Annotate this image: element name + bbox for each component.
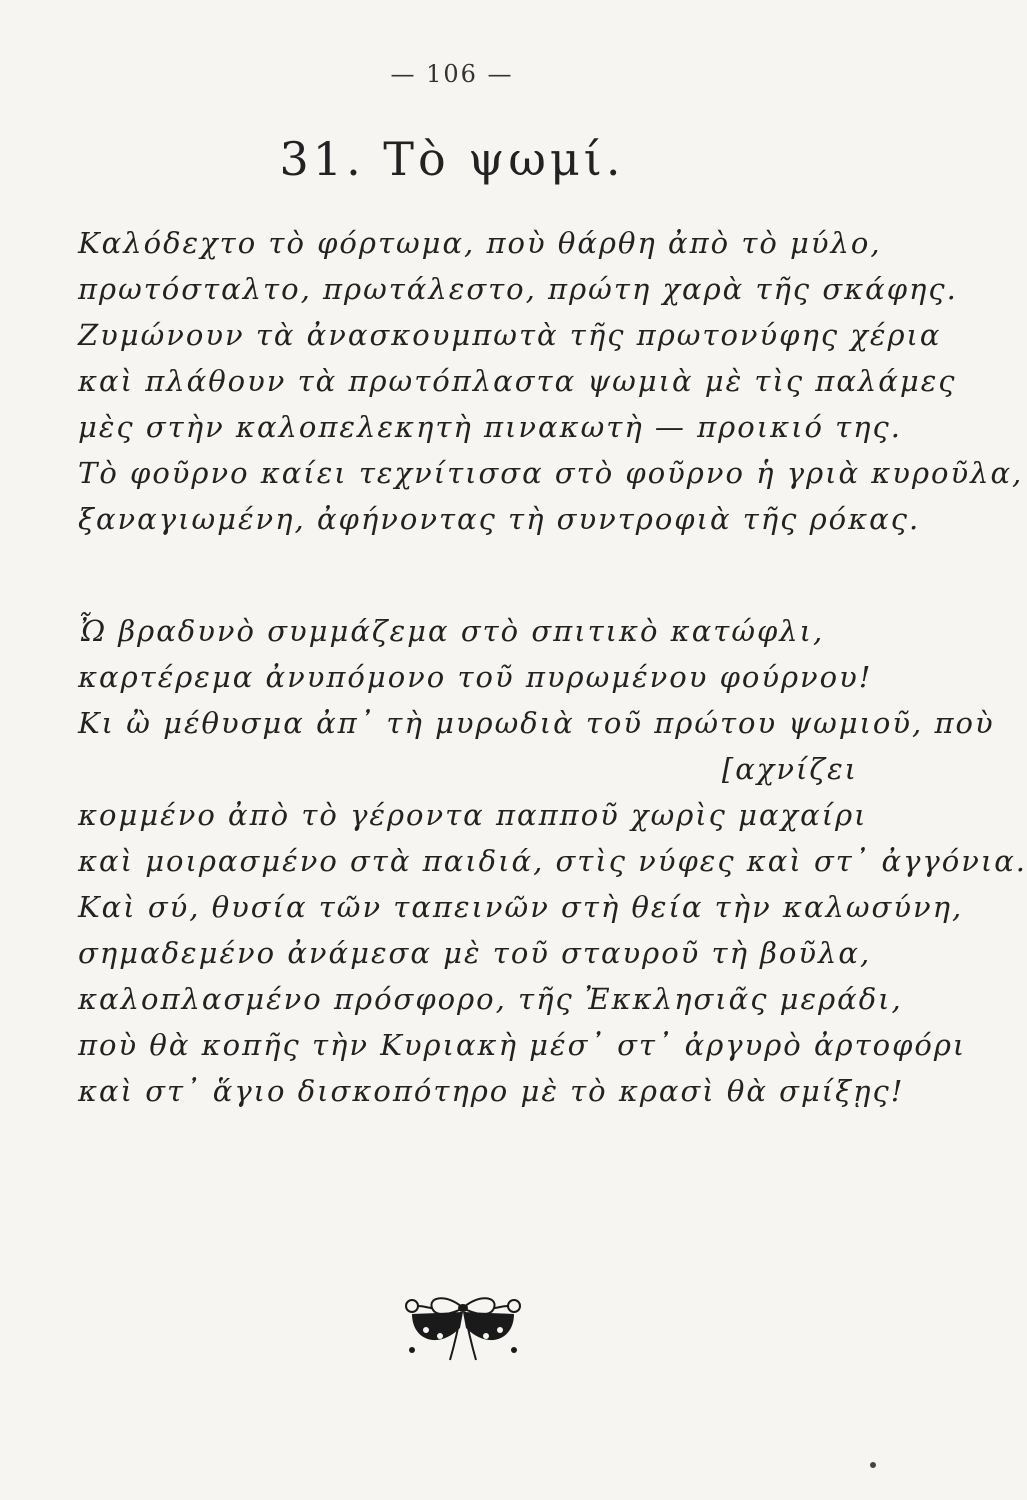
poem-line: ξαναγιωμένη, ἀφήνοντας τὴ συντροφιὰ τῆς ρόκας. bbox=[78, 502, 921, 536]
poem-line: Ζυμώνουν τὰ ἀνασκουμπωτὰ τῆς πρωτονύφης χέρια bbox=[78, 318, 942, 352]
poem-title: 31. Τὸ ψωμί. bbox=[279, 132, 625, 186]
poem-line: σημαδεμένο ἀνάμεσα μὲ τοῦ σταυροῦ τὴ βοῦλα, bbox=[78, 936, 872, 970]
poem-line: μὲς στὴν καλοπελεκητὴ πινακωτὴ — προικιό της. bbox=[78, 410, 903, 444]
poem-line: Κι ὢ μέθυσμα ἀπ᾽ τὴ μυρωδιὰ τοῦ πρώτου ψωμιοῦ, ποὺ bbox=[78, 706, 995, 740]
poem-line: ποὺ θὰ κοπῆς τὴν Κυριακὴ μέσ᾽ στ᾽ ἀργυρὸ ἀρτοφόρι bbox=[78, 1028, 967, 1062]
poem-line: καλοπλασμένο πρόσφορο, τῆς Ἐκκλησιᾶς μεράδι, bbox=[78, 982, 903, 1016]
poem-line: κομμένο ἀπὸ τὸ γέροντα παπποῦ χωρὶς μαχαίρι bbox=[78, 798, 868, 832]
poem-line: Τὸ φοῦρνο καίει τεχνίτισσα στὸ φοῦρνο ἡ γριὰ κυροῦλα, bbox=[78, 456, 1024, 490]
poem-line: καὶ πλάθουν τὰ πρωτόπλαστα ψωμιὰ μὲ τὶς παλάμες bbox=[78, 364, 957, 398]
poem-line: καὶ μοιρασμένο στὰ παιδιά, στὶς νύφες καὶ στ᾽ ἀγγόνια. bbox=[78, 844, 1027, 878]
page-number: — 106 — bbox=[390, 60, 514, 88]
poem-line: Ὦ βραδυνὸ συμμάζεμα στὸ σπιτικὸ κατώφλι, bbox=[78, 614, 825, 648]
poem-line: πρωτόσταλτο, πρωτάλεστο, πρώτη χαρὰ τῆς σκάφης. bbox=[78, 272, 958, 306]
ribbon-bow-garland-icon bbox=[398, 1290, 528, 1370]
poem-line: καὶ στ᾽ ἅγιο δισκοπότηρο μὲ τὸ κρασὶ θὰ σμίξῃς! bbox=[78, 1074, 905, 1108]
poem-line-continuation: [αχνίζει bbox=[721, 752, 858, 786]
poem-line: Καὶ σύ, θυσία τῶν ταπεινῶν στὴ θεία τὴν καλωσύνη, bbox=[78, 890, 964, 924]
stanza-1 bbox=[78, 220, 1024, 542]
poem-line: καρτέρεμα ἀνυπόμονο τοῦ πυρωμένου φούρνου! bbox=[78, 660, 873, 694]
poem-line: Καλόδεχτο τὸ φόρτωμα, ποὺ θάρθη ἀπὸ τὸ μύλο, bbox=[78, 226, 882, 260]
stanza-2 bbox=[78, 608, 1027, 1114]
ink-spot bbox=[870, 1462, 876, 1468]
